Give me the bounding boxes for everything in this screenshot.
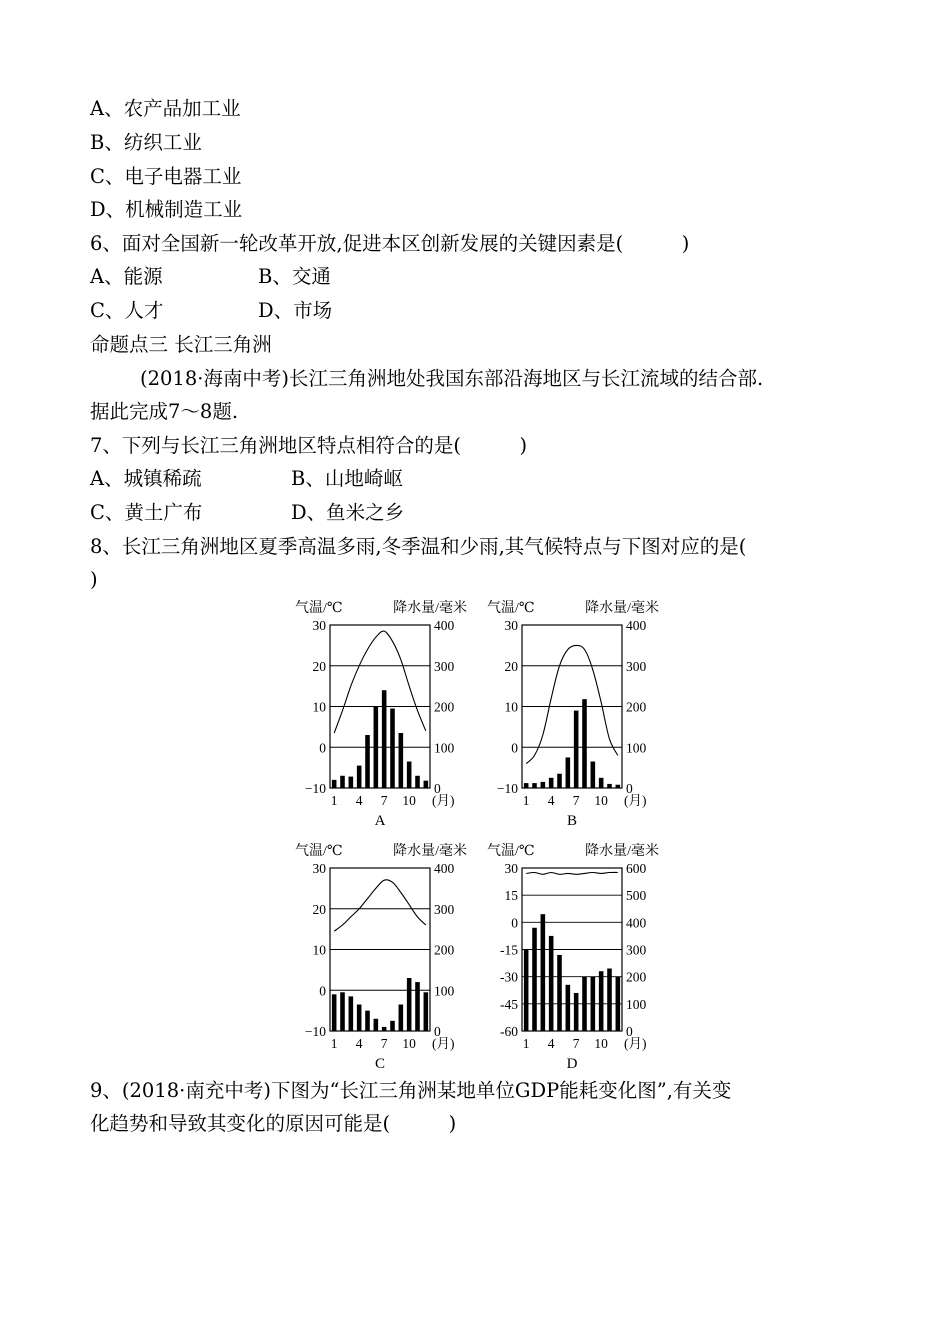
precip-bar (332, 780, 337, 788)
temp-tick-label: 10 (504, 699, 518, 715)
q6-option-b: B、交通 (258, 265, 331, 288)
month-tick-label: 4 (355, 793, 363, 808)
q6-option-c: C、人才 (90, 299, 164, 322)
q5-option-c: C、电子电器工业 (90, 165, 242, 188)
precip-bar (357, 766, 362, 788)
temp-tick-label: -15 (500, 942, 518, 958)
temp-tick-label: -60 (500, 1024, 518, 1039)
q5-option-d: D、机械制造工业 (90, 198, 243, 221)
temp-tick-label: −10 (304, 781, 326, 796)
precip-bar (566, 757, 571, 788)
temp-tick-label: −10 (496, 781, 518, 796)
precip-tick-label: 600 (626, 861, 647, 876)
q6-stem: 6、面对全国新一轮改革开放,促进本区创新发展的关键因素是( ) (90, 232, 690, 255)
precip-bar (549, 778, 554, 788)
q7-stem: 7、下列与长江三角洲地区特点相符合的是( ) (90, 434, 528, 457)
precip-bar (340, 776, 345, 788)
temp-tick-label: 0 (319, 983, 326, 999)
month-tick-label: 7 (380, 1036, 388, 1051)
q9-stem-line1: 9、(2018·南充中考)下图为“长江三角洲某地单位GDP能耗变化图”,有关变 (90, 1079, 732, 1102)
precip-bar (557, 955, 562, 1031)
q6-option-d: D、市场 (258, 299, 333, 322)
precip-bar (357, 1005, 362, 1031)
q5-option-b: B、纺织工业 (90, 131, 202, 154)
month-unit-label: (月) (624, 1036, 647, 1051)
temp-tick-label: 0 (511, 915, 518, 931)
precip-bar (390, 1021, 395, 1031)
right-axis-title: 降水量/毫米 (585, 601, 659, 616)
temp-tick-label: 30 (504, 861, 518, 876)
temperature-line (526, 872, 618, 874)
precip-tick-label: 200 (626, 969, 647, 985)
temperature-line (334, 880, 426, 931)
precip-tick-label: 400 (434, 618, 455, 633)
precip-bar (407, 978, 412, 1031)
precip-tick-label: 300 (626, 942, 647, 958)
precip-tick-label: 0 (434, 1024, 441, 1039)
precip-tick-label: 100 (626, 740, 647, 756)
precip-bar (399, 1005, 404, 1031)
precip-bar (349, 996, 354, 1031)
precip-bar (424, 992, 429, 1031)
precip-tick-label: 400 (626, 915, 647, 931)
month-tick-label: 10 (402, 793, 416, 808)
temp-tick-label: 20 (312, 901, 326, 917)
month-tick-label: 1 (522, 1036, 530, 1051)
precip-bar (616, 785, 621, 788)
precip-bar (340, 992, 345, 1031)
precip-bar (582, 977, 587, 1031)
chart-caption-label: B (566, 813, 578, 829)
precip-bar (407, 762, 412, 788)
precip-bar (332, 994, 337, 1031)
temp-tick-label: -30 (500, 969, 518, 985)
precip-bar (415, 776, 420, 788)
precip-tick-label: 500 (626, 888, 647, 904)
climate-chart-c (295, 838, 475, 1078)
q8-stem-line2: ) (90, 568, 98, 591)
precip-bar (541, 782, 546, 788)
q7-option-c: C、黄土广布 (90, 501, 203, 524)
precip-bar (365, 735, 370, 788)
temperature-line (334, 631, 426, 733)
chart-caption-label: A (374, 813, 386, 829)
q9-stem-line2: 化趋势和导致其变化的原因可能是( ) (90, 1112, 457, 1135)
precip-bar (582, 699, 587, 788)
temp-tick-label: 20 (504, 658, 518, 674)
precip-bar (549, 936, 554, 1031)
q8-stem-line1: 8、长江三角洲地区夏季高温多雨,冬季温和少雨,其气候特点与下图对应的是( (90, 535, 747, 558)
q5-option-a: A、农产品加工业 (90, 97, 241, 120)
precip-tick-label: 200 (626, 699, 647, 715)
month-tick-label: 7 (380, 793, 388, 808)
precip-bar (591, 762, 596, 788)
precip-bar (390, 709, 395, 788)
precip-bar (599, 971, 604, 1031)
temp-tick-label: 20 (312, 658, 326, 674)
precip-tick-label: 300 (434, 901, 455, 917)
month-tick-label: 4 (547, 1036, 555, 1051)
precip-bar (365, 1011, 370, 1031)
temp-tick-label: 30 (504, 618, 518, 633)
precip-bar (374, 707, 379, 789)
left-axis-title: 气温/℃ (487, 844, 535, 859)
month-tick-label: 10 (594, 793, 608, 808)
precip-bar (532, 783, 537, 788)
month-tick-label: 7 (572, 1036, 580, 1051)
chart-caption-label: C (374, 1056, 386, 1072)
q7-option-a: A、城镇稀疏 (90, 467, 202, 490)
right-axis-title: 降水量/毫米 (585, 844, 659, 859)
q7-option-d: D、鱼米之乡 (291, 501, 405, 524)
month-unit-label: (月) (432, 1036, 455, 1051)
temp-tick-label: 30 (312, 618, 326, 633)
right-axis-title: 降水量/毫米 (393, 844, 467, 859)
precip-bar (524, 950, 529, 1032)
precip-bar (607, 784, 612, 788)
precip-bar (424, 781, 429, 788)
chart-caption-label: D (566, 1056, 578, 1072)
temp-tick-label: 30 (312, 861, 326, 876)
precip-bar (616, 977, 621, 1031)
left-axis-title: 气温/℃ (295, 601, 343, 616)
q6-option-a: A、能源 (90, 265, 163, 288)
precip-bar (574, 993, 579, 1031)
precip-tick-label: 200 (434, 942, 455, 958)
q7-option-b: B、山地崎岖 (291, 467, 403, 490)
precip-bar (399, 733, 404, 788)
precip-bar (382, 1027, 387, 1031)
precip-bar (607, 969, 612, 1031)
climate-chart-b (487, 595, 667, 835)
precip-tick-label: 300 (626, 658, 647, 674)
month-tick-label: 1 (330, 793, 338, 808)
section-intro-line2: 据此完成7～8题. (90, 400, 239, 423)
precip-bar (415, 982, 420, 1031)
precip-bar (574, 711, 579, 788)
precip-tick-label: 400 (626, 618, 647, 633)
month-unit-label: (月) (432, 793, 455, 808)
precip-tick-label: 100 (434, 983, 455, 999)
month-tick-label: 1 (330, 1036, 338, 1051)
left-axis-title: 气温/℃ (487, 601, 535, 616)
climate-chart-d (487, 838, 667, 1078)
month-tick-label: 10 (402, 1036, 416, 1051)
precip-bar (599, 778, 604, 788)
precip-tick-label: 200 (434, 699, 455, 715)
month-tick-label: 7 (572, 793, 580, 808)
temp-tick-label: 0 (511, 740, 518, 756)
precip-bar (374, 1019, 379, 1031)
temp-tick-label: 10 (312, 699, 326, 715)
month-tick-label: 1 (522, 793, 530, 808)
precip-tick-label: 100 (434, 740, 455, 756)
temp-tick-label: 10 (312, 942, 326, 958)
precip-tick-label: 100 (626, 996, 647, 1012)
section-heading: 命题点三 长江三角洲 (90, 333, 272, 356)
left-axis-title: 气温/℃ (295, 844, 343, 859)
month-tick-label: 4 (547, 793, 555, 808)
precip-bar (557, 774, 562, 788)
temp-tick-label: -45 (500, 996, 518, 1012)
temp-tick-label: 15 (504, 888, 518, 904)
month-unit-label: (月) (624, 793, 647, 808)
precip-bar (532, 928, 537, 1031)
precip-bar (349, 777, 354, 788)
temp-tick-label: −10 (304, 1024, 326, 1039)
precip-tick-label: 400 (434, 861, 455, 876)
section-intro-line1: (2018·海南中考)长江三角洲地处我国东部沿海地区与长江流域的结合部. (140, 367, 764, 390)
precip-bar (566, 985, 571, 1031)
precip-bar (524, 783, 529, 788)
temp-tick-label: 0 (319, 740, 326, 756)
month-tick-label: 10 (594, 1036, 608, 1051)
right-axis-title: 降水量/毫米 (393, 601, 467, 616)
precip-tick-label: 0 (626, 781, 633, 796)
precip-tick-label: 0 (434, 781, 441, 796)
month-tick-label: 4 (355, 1036, 363, 1051)
precip-bar (382, 690, 387, 788)
precip-tick-label: 0 (626, 1024, 633, 1039)
temperature-line (526, 645, 618, 763)
precip-bar (591, 977, 596, 1031)
climate-chart-a (295, 595, 475, 835)
precip-tick-label: 300 (434, 658, 455, 674)
precip-bar (541, 914, 546, 1031)
